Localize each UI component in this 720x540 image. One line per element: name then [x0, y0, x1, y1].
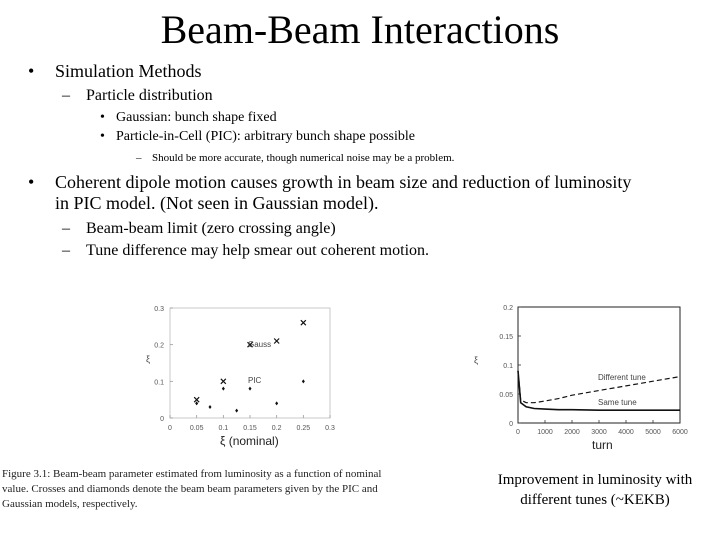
- bullet-gaussian: Gaussian: bunch shape fixed: [116, 110, 277, 125]
- left-x-tick-label: 0.25: [296, 425, 311, 432]
- left-figure-caption-line3: Gaussian models, respectively.: [2, 498, 138, 510]
- right-x-tick-label: 6000: [672, 429, 688, 436]
- left-y-tick-label: 0.3: [154, 306, 164, 313]
- right-y-tick-label: 0.15: [499, 334, 513, 341]
- right-caption-line1: Improvement in luminosity with: [497, 472, 693, 488]
- right-y-tick-label: 0.2: [503, 305, 513, 312]
- left-figure-caption-line2: value. Crosses and diamonds denote the beam beam parameters given by the PIC and: [2, 483, 378, 495]
- bullet-coherent-line1: Coherent dipole motion causes growth in beam size and reduction of luminosity: [55, 172, 632, 192]
- gauss-cross-point: [301, 320, 306, 325]
- pic-diamond-point: [249, 387, 252, 391]
- left-figure-caption-line1: Figure 3.1: Beam-beam parameter estimated from luminosity as a function of nominal: [2, 468, 382, 480]
- bullet-symbol: •: [28, 61, 35, 81]
- right-caption-line2: different tunes (~KEKB): [520, 492, 670, 508]
- right-y-tick-label: 0: [509, 421, 513, 428]
- pic-diamond-point: [209, 405, 212, 409]
- gauss-cross-point: [274, 339, 279, 344]
- pic-diamond-point: [222, 387, 225, 391]
- left-x-tick-label: 0.2: [271, 425, 282, 432]
- label-same-tune: Same tune: [598, 398, 637, 407]
- right-line-chart: [470, 295, 695, 455]
- right-x-axis-label: turn: [592, 438, 613, 452]
- right-x-tick-label: 5000: [645, 429, 661, 436]
- right-x-tick-label: 4000: [618, 429, 634, 436]
- left-chart-marks: [194, 320, 306, 413]
- pic-diamond-point: [302, 379, 305, 383]
- left-chart-axes: [154, 306, 335, 432]
- right-x-tick-label: 3000: [591, 429, 607, 436]
- left-x-tick-label: 0: [168, 425, 172, 432]
- right-y-tick-label: 0.05: [499, 392, 513, 399]
- sub-bullet-symbol: –: [62, 87, 70, 104]
- left-y-axis-label: ξ: [146, 354, 151, 364]
- right-y-tick-label: 0.1: [503, 363, 513, 370]
- right-y-axis-label: ξ: [474, 355, 479, 365]
- bullet-symbol: •: [28, 172, 35, 192]
- slide-title: Beam-Beam Interactions: [160, 7, 560, 52]
- label-different-tune: Different tune: [598, 373, 646, 382]
- bullet-tune-difference: Tune difference may help smear out coherent motion.: [86, 242, 430, 259]
- left-y-tick-label: 0.2: [154, 342, 164, 350]
- left-y-tick-label: 0: [160, 416, 164, 423]
- left-x-tick-label: 0.3: [325, 425, 335, 432]
- right-x-tick-label: 0: [516, 429, 520, 436]
- left-y-tick-label: 0.1: [154, 379, 164, 387]
- pic-diamond-point: [195, 401, 198, 405]
- left-x-tick-label: 0.1: [218, 425, 229, 432]
- right-x-tick-label: 1000: [537, 429, 553, 436]
- sub-bullet-symbol: –: [62, 220, 70, 237]
- legend-gauss: Gauss: [248, 340, 272, 349]
- bullet-more-accurate: Should be more accurate, though numerical noise may be a problem.: [152, 152, 455, 164]
- left-x-axis-label: ξ (nominal): [220, 434, 279, 448]
- right-x-tick-label: 2000: [564, 429, 580, 436]
- legend-pic: PIC: [248, 376, 262, 385]
- left-x-tick-label: 0.05: [189, 425, 204, 432]
- bullet-coherent-line2: in PIC model. (Not seen in Gaussian model).: [55, 193, 379, 213]
- sub-sub-bullet-symbol: •: [100, 110, 105, 125]
- pic-diamond-point: [235, 409, 238, 413]
- bullet-pic: Particle-in-Cell (PIC): arbitrary bunch shape possible: [116, 129, 415, 144]
- sub-bullet-symbol: –: [62, 242, 70, 259]
- pic-diamond-point: [275, 401, 278, 405]
- gauss-cross-point: [221, 379, 226, 384]
- bullet-beam-beam-limit: Beam-beam limit (zero crossing angle): [86, 220, 336, 237]
- bullet-particle-distribution: Particle distribution: [86, 87, 213, 104]
- level4-bullet-symbol: –: [136, 152, 142, 164]
- sub-sub-bullet-symbol: •: [100, 129, 105, 144]
- left-x-tick-label: 0.15: [243, 425, 257, 432]
- bullet-simulation-methods: Simulation Methods: [55, 61, 202, 81]
- left-scatter-chart: [130, 295, 350, 450]
- right-chart-axes: [499, 305, 688, 436]
